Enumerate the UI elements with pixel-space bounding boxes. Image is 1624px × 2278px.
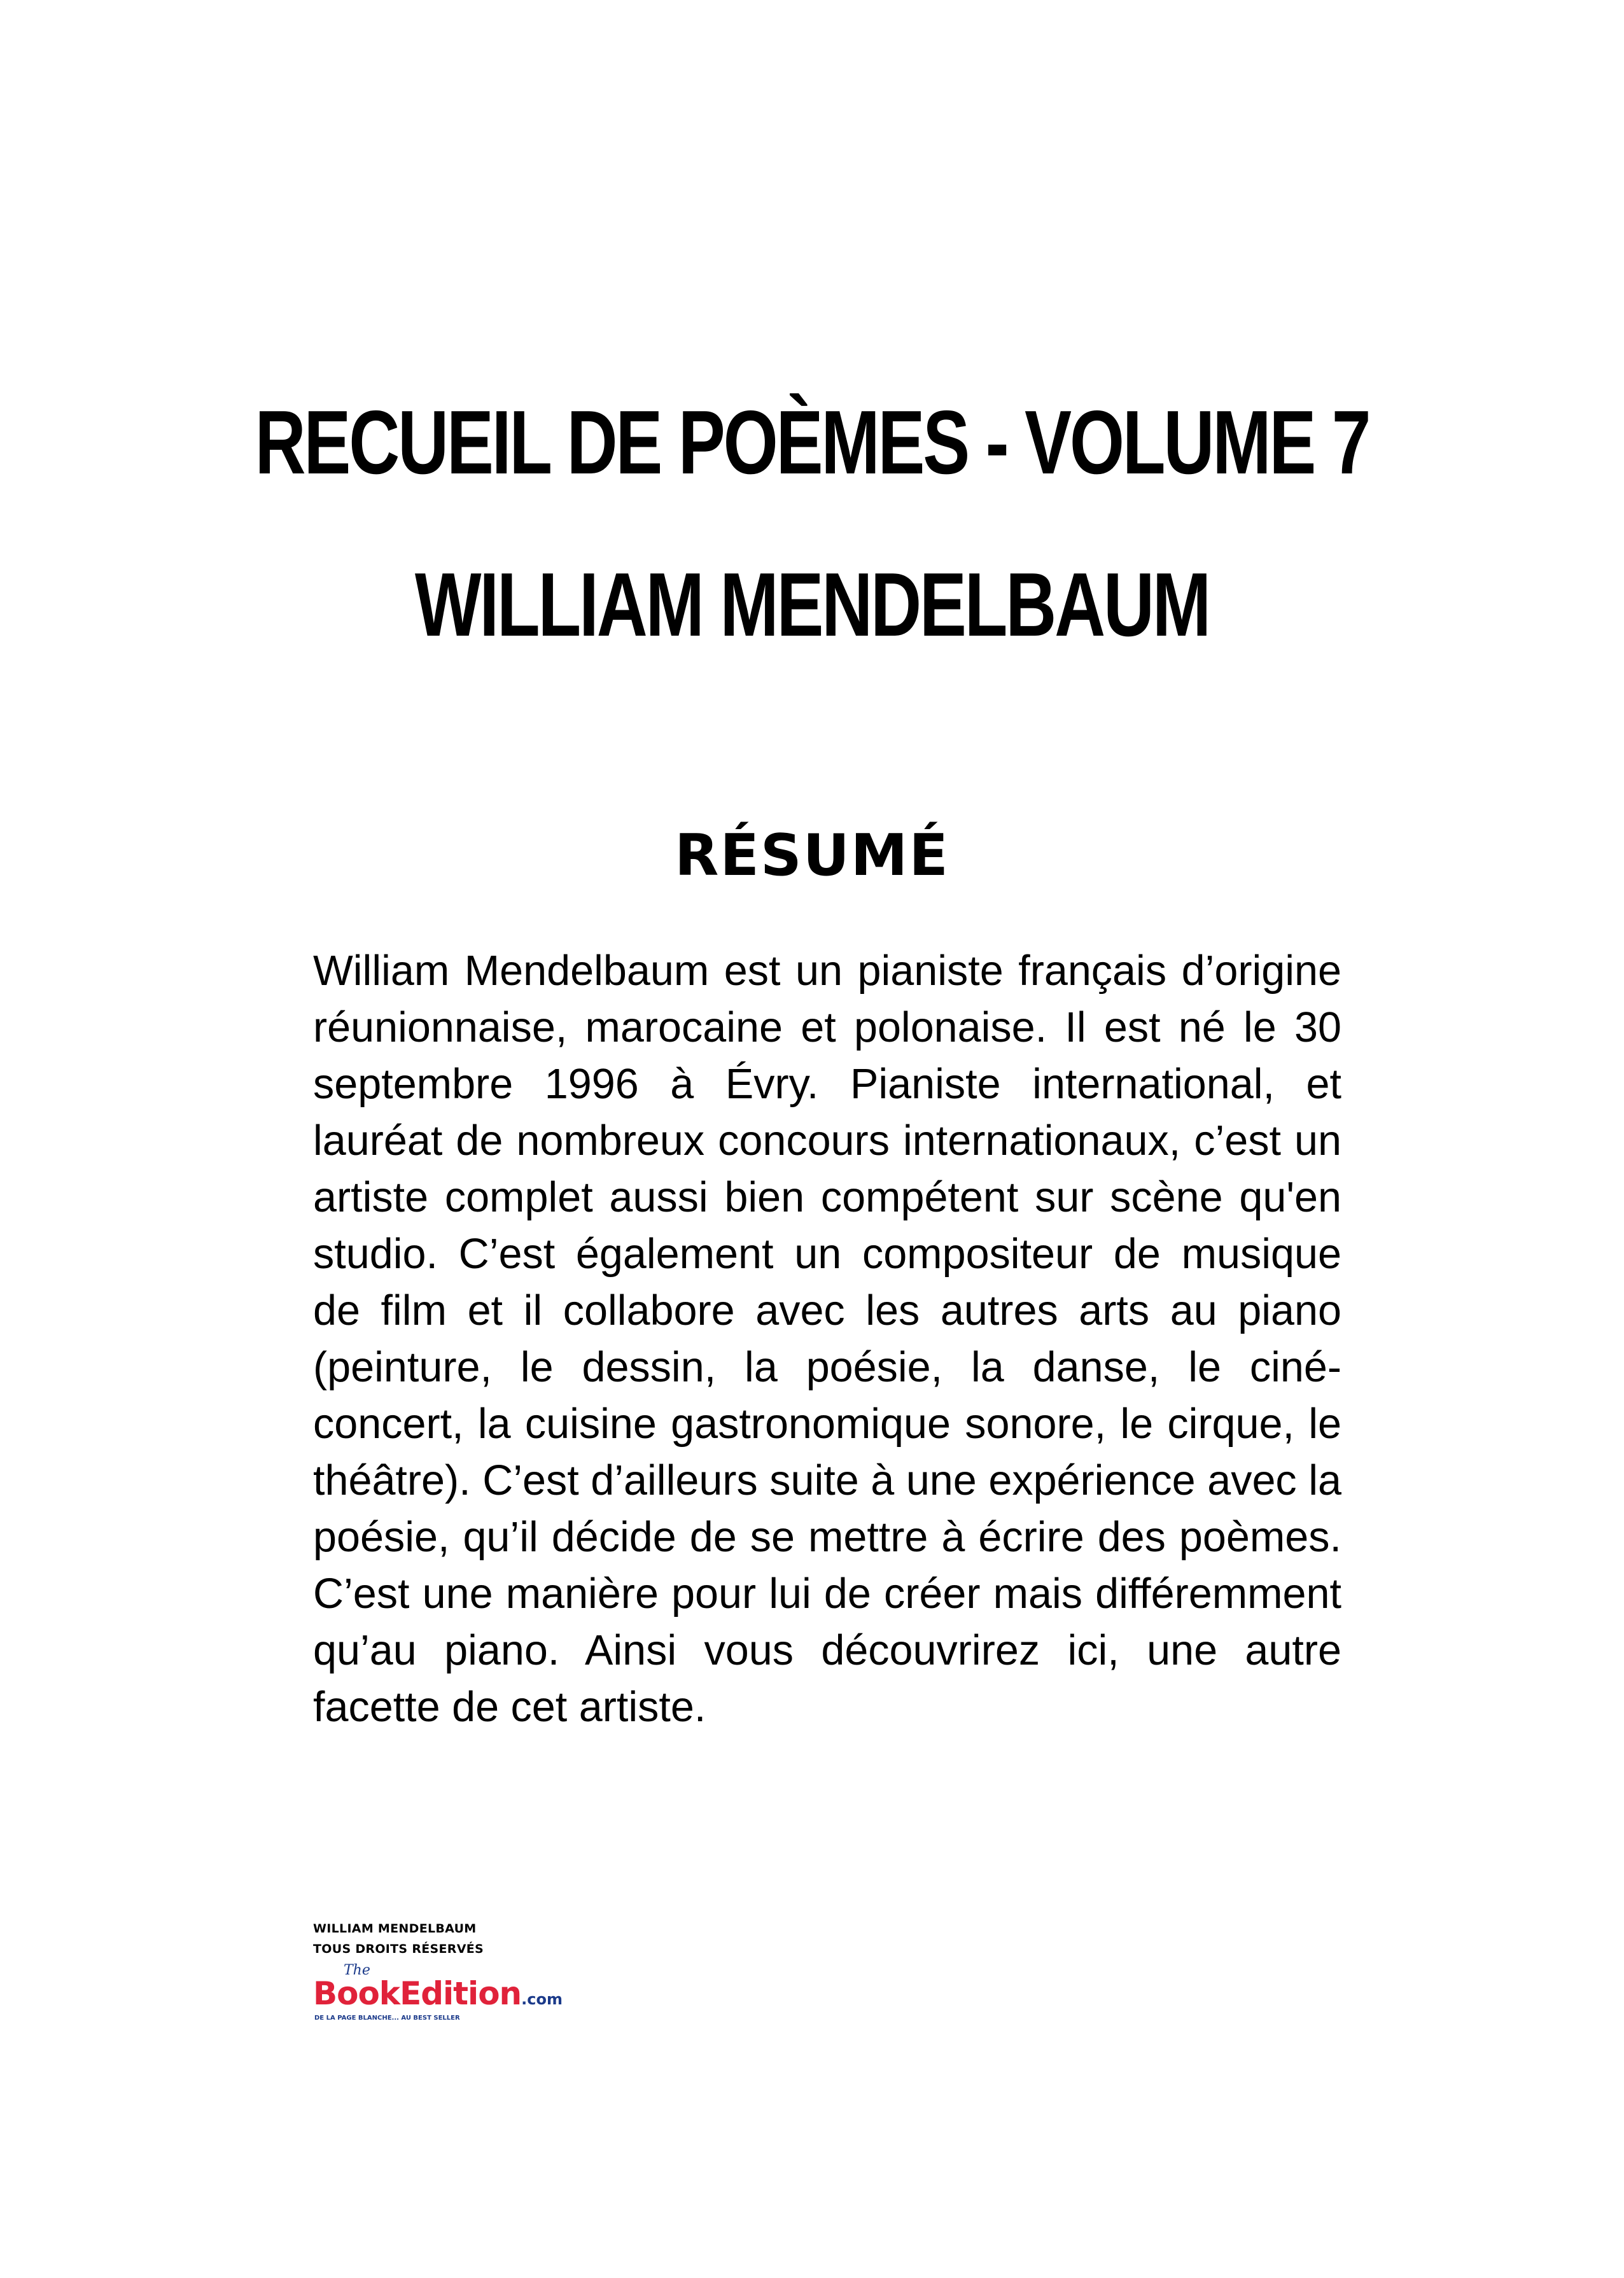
logo-name: BookEdition	[313, 1975, 522, 2012]
logo-suffix: .com	[521, 1990, 563, 2008]
logo-prefix: The	[344, 1962, 370, 1978]
summary-heading: RÉSUMÉ	[675, 822, 949, 889]
publisher-logo	[313, 1960, 563, 2043]
footer-rights: TOUS DROITS RÉSERVÉS	[313, 1942, 484, 1956]
footer-author: WILLIAM MENDELBAUM	[313, 1922, 477, 1936]
summary-paragraph: William Mendelbaum est un pianiste français d’origine réunionnaise, marocaine et polonaise. Il est né le 30 septembre 1996 à Évry. Pianiste international, et lauréat de nombreux concours internationaux, c’est un artiste complet aussi bien compétent sur scène qu'en studio. C’est également un compositeur de musique de film et il collabore avec les autres arts au piano (peinture, le dessin, la poésie, la danse, le ciné-concert, la cuisine gastronomique sonore, le cirque, le théâtre). C’est d’ailleurs suite à une expérience avec la poésie, qu’il décide de se mettre à écrire des poèmes. C’est une manière pour lui de créer mais différemment qu’au piano. Ainsi vous découvrirez ici, une autre facette de cet artiste.	[313, 947, 1341, 1731]
book-title: RECUEIL DE POÈMES - VOLUME 7	[255, 392, 1369, 493]
book-author: WILLIAM MENDELBAUM	[414, 554, 1210, 655]
logo-tagline: DE LA PAGE BLANCHE... AU BEST SELLER	[314, 2015, 460, 2022]
logo-wordmark	[313, 1975, 563, 2012]
